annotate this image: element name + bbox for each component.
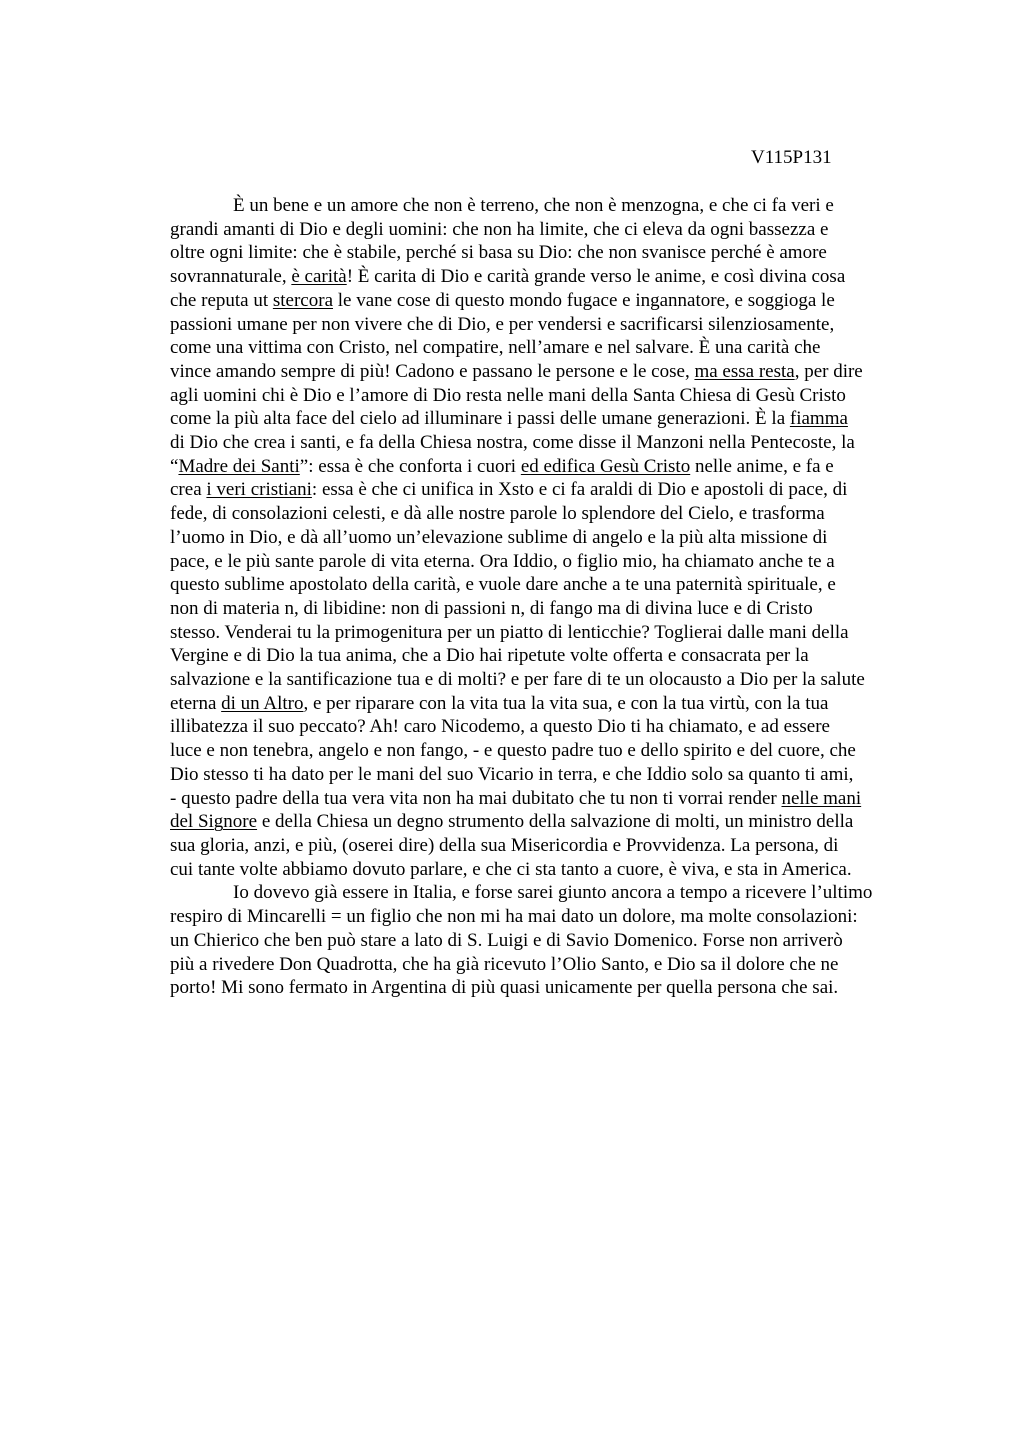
text-run: luce e non tenebra, angelo e non fango, - e questo padre tuo e dello spirito e del cuore, che — [170, 740, 856, 762]
text-run: respiro di Mincarelli = un figlio che non mi ha mai dato un dolore, ma molte consolazioni: — [170, 906, 858, 928]
text-line — [170, 336, 870, 360]
text-run: sua gloria, anzi, e più, (oserei dire) della sua Misericordia e Provvidenza. La persona, di — [170, 834, 839, 856]
text-line — [170, 241, 870, 265]
underlined-text: ma essa resta — [694, 360, 795, 382]
text-run: nelle anime, e fa e — [690, 455, 834, 477]
text-run: salvazione e la santificazione tua e di molti? e per fare di te un olocausto a Dio per la salute — [170, 669, 865, 691]
letter-body — [170, 194, 873, 1000]
text-line — [170, 526, 870, 550]
text-line — [170, 787, 870, 811]
text-line — [170, 407, 870, 431]
text-line — [170, 597, 870, 621]
text-line — [170, 360, 870, 384]
text-line — [170, 621, 870, 645]
text-run: stesso. Venderai tu la primogenitura per un piatto di lenticchie? Toglierai dalle mani della — [170, 621, 849, 643]
text-run: crea — [170, 479, 207, 501]
text-run: fede, di consolazioni celesti, e dà alle nostre parole lo splendore del Cielo, e trasforma — [170, 503, 825, 525]
text-line — [170, 739, 870, 763]
text-line — [170, 573, 870, 597]
text-run: eterna — [170, 692, 222, 714]
text-run: - questo padre della tua vera vita non ha mai dubitato che tu non ti vorrai render — [170, 787, 782, 809]
text-run: : essa è che ci unifica in Xsto e ci fa araldi di Dio e apostoli di pace, di — [311, 479, 848, 501]
text-line — [170, 976, 870, 1000]
text-run: cui tante volte abbiamo dovuto parlare, e che ci sta tanto a cuore, è viva, e sta in America. — [170, 858, 852, 880]
text-line — [170, 384, 870, 408]
text-line — [170, 313, 870, 337]
text-run: illibatezza il suo peccato? Ah! caro Nicodemo, a questo Dio ti ha chiamato, e ad essere — [170, 716, 830, 738]
text-run: e della Chiesa un degno strumento della salvazione di molti, un ministro della — [257, 811, 854, 833]
text-run: di Dio che crea i santi, e fa della Chiesa nostra, come disse il Manzoni nella Pentecoste, la — [170, 432, 855, 454]
text-run: vince amando sempre di più! Cadono e passano le persone e le cose, — [170, 360, 695, 382]
text-line — [170, 289, 870, 313]
document-code: V115P131 — [751, 147, 832, 168]
text-line — [170, 692, 870, 716]
text-run: Vergine e di Dio la tua anima, che a Dio hai ripetute volte offerta e consacrata per la — [170, 645, 809, 667]
text-run: questo sublime apostolato della carità, e vuole dare anche a te una paternità spirituale, e — [170, 574, 836, 596]
text-run: , e per riparare con la vita tua la vita sua, e con la tua virtù, con la tua — [303, 692, 829, 714]
text-run: come una vittima con Cristo, nel compatire, nell’amare e nel salvare. È una carità che — [170, 337, 821, 359]
text-run: agli uomini chi è Dio e l’amore di Dio resta nelle mani della Santa Chiesa di Gesù Cristo — [170, 384, 846, 406]
text-run: pace, e le più sante parole di vita eterna. Ora Iddio, o figlio mio, ha chiamato anche te a — [170, 550, 835, 572]
underlined-text: Madre dei Santi — [178, 455, 300, 477]
text-run: ”: essa è che conforta i cuori — [299, 455, 521, 477]
text-line — [170, 668, 870, 692]
text-line — [170, 953, 870, 977]
text-line — [170, 478, 870, 502]
text-line — [170, 810, 870, 834]
text-line — [170, 502, 870, 526]
underlined-text: nelle mani — [781, 787, 862, 809]
text-run: sovrannaturale, — [170, 266, 292, 288]
text-run: che reputa ut — [170, 289, 273, 311]
text-run: passioni umane per non vivere che di Dio, e per vendersi e sacrificarsi silenziosamente, — [170, 313, 835, 335]
text-run: Dio stesso ti ha dato per le mani del suo Vicario in terra, e che Iddio solo sa quanto ti ami, — [170, 763, 854, 785]
text-line — [170, 715, 870, 739]
underlined-text: i veri cristiani — [206, 479, 312, 501]
text-line — [170, 218, 870, 242]
text-run: un Chierico che ben può stare a lato di S. Luigi e di Savio Domenico. Forse non arriverò — [170, 929, 843, 951]
underlined-text: di un Altro — [221, 692, 304, 714]
text-run: oltre ogni limite: che è stabile, perché si basa su Dio: che non svanisce perché è amore — [170, 242, 827, 264]
text-line — [170, 194, 870, 218]
underlined-text: ed edifica Gesù Cristo — [520, 455, 691, 477]
underlined-text: del Signore — [170, 811, 258, 833]
underlined-text: è carità — [291, 266, 347, 288]
text-run: , per dire — [794, 360, 863, 382]
text-line — [170, 763, 870, 787]
text-line — [170, 881, 873, 905]
text-run: Io dovevo già essere in Italia, e forse sarei giunto ancora a tempo a ricevere l’ultimo — [233, 882, 873, 904]
text-run: “ — [170, 455, 179, 477]
text-run: l’uomo in Dio, e dà all’uomo un’elevazione sublime di angelo e la più alta missione di — [170, 526, 828, 548]
text-run: come la più alta face del cielo ad illuminare i passi delle umane generazioni. È la — [170, 408, 790, 430]
text-run: le vane cose di questo mondo fugace e ingannatore, e soggioga le — [333, 289, 835, 311]
text-run: ! È carita di Dio e carità grande verso le anime, e così divina cosa — [346, 266, 846, 288]
text-line — [170, 265, 870, 289]
text-run: porto! Mi sono fermato in Argentina di più quasi unicamente per quella persona che sai. — [170, 977, 839, 999]
underlined-text: fiamma — [789, 408, 848, 430]
underlined-text: stercora — [272, 289, 334, 311]
text-line — [170, 550, 870, 574]
text-run: È un bene e un amore che non è terreno, che non è menzogna, e che ci fa veri e — [233, 195, 834, 216]
text-line — [170, 834, 870, 858]
text-line — [170, 858, 870, 882]
text-line — [170, 644, 870, 668]
text-line — [170, 455, 870, 479]
text-line — [170, 905, 870, 929]
text-line — [170, 431, 870, 455]
text-run: non di materia n, di libidine: non di passioni n, di fango ma di divina luce e di Cristo — [170, 597, 813, 619]
text-run: più a rivedere Don Quadrotta, che ha già ricevuto l’Olio Santo, e Dio sa il dolore che ne — [170, 953, 839, 975]
text-line — [170, 929, 870, 953]
text-run: grandi amanti di Dio e degli uomini: che non ha limite, che ci eleva da ogni bassezza e — [170, 218, 829, 240]
